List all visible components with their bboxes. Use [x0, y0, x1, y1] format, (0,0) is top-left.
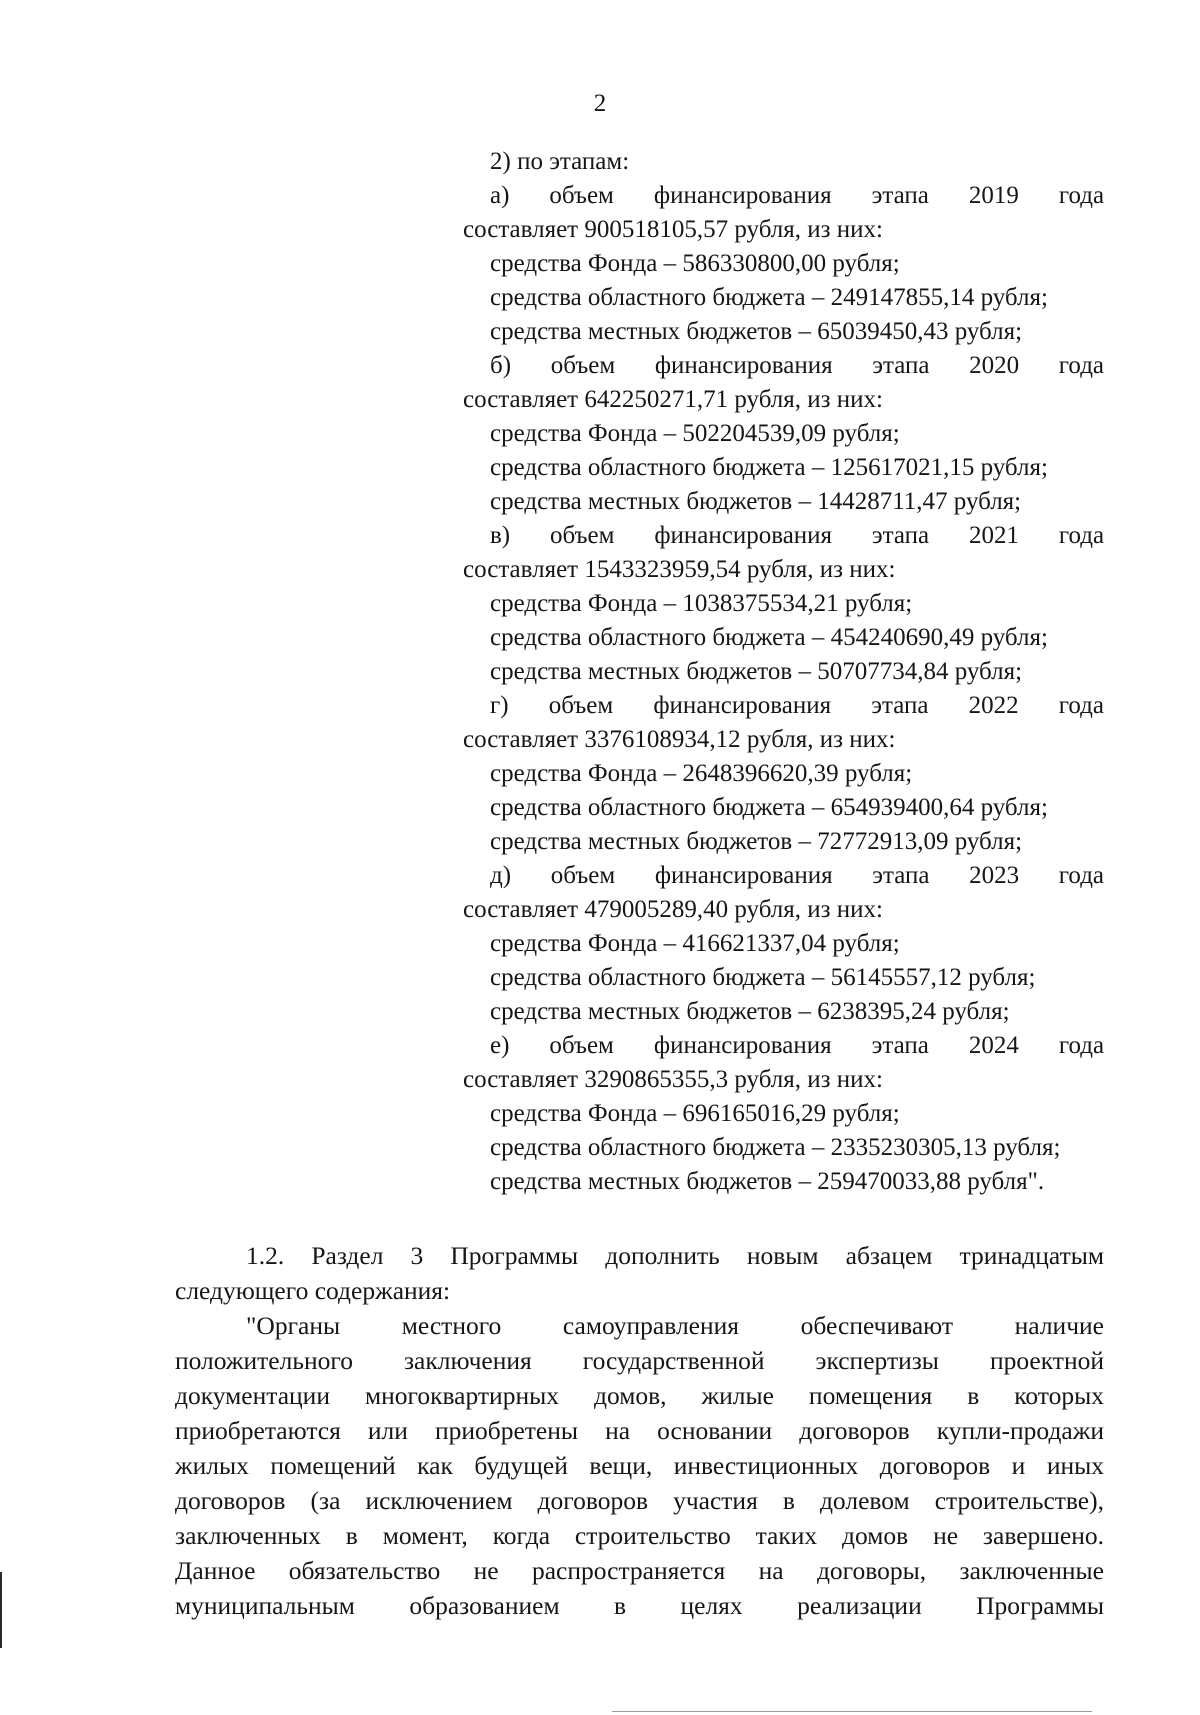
quote-line: Данное обязательство не распространяется на договоры, заключенные [175, 1556, 1104, 1585]
stage-total-line: составляет 642250271,71 рубля, из них: [463, 386, 883, 413]
stage-entry [463, 349, 1104, 519]
stage-title-word: финансирования [654, 862, 833, 889]
fund-amount-line: средства Фонда – 696165016,29 рубля; [490, 1100, 900, 1127]
stage-title-word: финансирования [653, 1032, 832, 1059]
stage-title-line [463, 349, 1104, 383]
regional-budget-line: средства областного бюджета – 654939400,64 рубля; [490, 794, 1048, 821]
stage-title-word: 2024 [968, 1032, 1019, 1059]
quote-line: договоров (за исключением договоров участия в долевом строительстве), [175, 1486, 1104, 1515]
stages-list [463, 179, 1104, 1199]
stage-title-word: года [1058, 522, 1105, 549]
stage-title-word: г) [490, 692, 509, 719]
fund-amount-line: средства Фонда – 586330800,00 рубля; [490, 250, 900, 277]
stage-title-word: этапа [871, 522, 930, 549]
page-number: 2 [593, 90, 607, 117]
stage-title-word: этапа [872, 862, 930, 889]
local-budget-line: средства местных бюджетов – 6238395,24 рубля; [490, 998, 1010, 1025]
stage-title-word: объем [549, 182, 614, 209]
stage-title-line [463, 859, 1104, 893]
section-line: следующего содержания: [175, 1276, 451, 1305]
stage-title-word: объем [549, 1032, 614, 1059]
stage-total-line: составляет 479005289,40 рубля, из них: [463, 896, 883, 923]
stage-title-word: в) [490, 522, 511, 549]
regional-budget-line: средства областного бюджета – 125617021,15 рубля; [490, 454, 1048, 481]
stage-title-word: этапа [871, 1032, 929, 1059]
stage-title-line [463, 179, 1104, 213]
quote-line: приобретаются или приобретены на основании договоров купли-продажи [175, 1416, 1104, 1445]
fund-amount-line: средства Фонда – 1038375534,21 рубля; [490, 590, 913, 617]
local-budget-line: средства местных бюджетов – 14428711,47 рубля; [490, 488, 1022, 515]
stage-title-word: года [1058, 692, 1104, 719]
stage-entry [463, 1029, 1104, 1199]
quote-line: заключенных в момент, когда строительство таких домов не завершено. [175, 1521, 1104, 1550]
scan-bottom-line [612, 1711, 1092, 1712]
stage-title-word: года [1058, 352, 1105, 379]
regional-budget-line: средства областного бюджета – 56145557,12 рубля; [490, 964, 1036, 991]
stage-title-word: 2019 [968, 182, 1019, 209]
quote-line: жилых помещений как будущей вещи, инвестиционных договоров и иных [175, 1451, 1104, 1480]
stages-block [463, 145, 1104, 1199]
stage-total-line: составляет 900518105,57 рубля, из них: [463, 216, 883, 243]
stage-title-word: объем [550, 522, 615, 549]
regional-budget-line: средства областного бюджета – 454240690,49 рубля; [490, 624, 1048, 651]
regional-budget-line: средства областного бюджета – 2335230305,13 рубля; [490, 1134, 1061, 1161]
stage-title-word: финансирования [654, 352, 833, 379]
stage-title-word: 2020 [969, 352, 1020, 379]
regional-budget-line: средства областного бюджета – 249147855,14 рубля; [490, 284, 1048, 311]
stage-title-word: 2023 [969, 862, 1020, 889]
local-budget-line: средства местных бюджетов – 72772913,09 рубля; [490, 828, 1023, 855]
quote-line: документации многоквартирных домов, жилые помещения в которых [175, 1381, 1104, 1410]
stage-title-word: финансирования [653, 182, 832, 209]
quote-line: положительного заключения государственной экспертизы проектной [175, 1346, 1104, 1375]
stage-total-line: составляет 3376108934,12 рубля, из них: [463, 726, 896, 753]
stage-title-word: объем [550, 862, 616, 889]
stage-title-word: д) [490, 862, 512, 889]
stage-title-line [463, 519, 1104, 553]
stage-entry [463, 689, 1104, 859]
stage-title-word: этапа [871, 182, 929, 209]
stage-title-word: объем [548, 692, 614, 719]
local-budget-line: средства местных бюджетов – 65039450,43 рубля; [490, 318, 1023, 345]
quote-line: "Органы местного самоуправления обеспечивают наличие [246, 1311, 1104, 1340]
amendment-text [175, 1238, 1104, 1623]
stage-title-word: года [1058, 1032, 1105, 1059]
stage-title-line [463, 1029, 1104, 1063]
stage-title-word: е) [490, 1032, 510, 1059]
stage-title-word: этапа [872, 352, 930, 379]
stage-total-line: составляет 3290865355,3 рубля, из них: [463, 1066, 883, 1093]
stage-title-word: года [1058, 182, 1105, 209]
stage-entry [463, 179, 1104, 349]
stage-title-word: а) [490, 182, 510, 209]
fund-amount-line: средства Фонда – 2648396620,39 рубля; [490, 760, 913, 787]
section-line: 1.2. Раздел 3 Программы дополнить новым абзацем тринадцатым [246, 1241, 1104, 1270]
stage-title-word: этапа [871, 692, 929, 719]
local-budget-line: средства местных бюджетов – 50707734,84 рубля; [490, 658, 1023, 685]
stage-title-word: 2021 [968, 522, 1019, 549]
stage-title-word: б) [490, 352, 512, 379]
stage-title-word: объем [550, 352, 616, 379]
stages-heading: 2) по этапам: [490, 148, 630, 175]
stage-total-line: составляет 1543323959,54 рубля, из них: [463, 556, 896, 583]
quote-line: муниципальным образованием в целях реализации Программы [175, 1591, 1104, 1620]
scan-edge-mark [0, 1572, 2, 1648]
stage-title-word: 2022 [968, 692, 1019, 719]
local-budget-line: средства местных бюджетов – 259470033,88 рубля". [490, 1168, 1045, 1195]
stage-entry [463, 859, 1104, 1029]
stage-title-word: финансирования [654, 522, 833, 549]
stage-entry [463, 519, 1104, 689]
fund-amount-line: средства Фонда – 502204539,09 рубля; [490, 420, 900, 447]
fund-amount-line: средства Фонда – 416621337,04 рубля; [490, 930, 900, 957]
stage-title-word: года [1058, 862, 1105, 889]
stage-title-word: финансирования [653, 692, 832, 719]
stage-title-line [463, 689, 1104, 723]
